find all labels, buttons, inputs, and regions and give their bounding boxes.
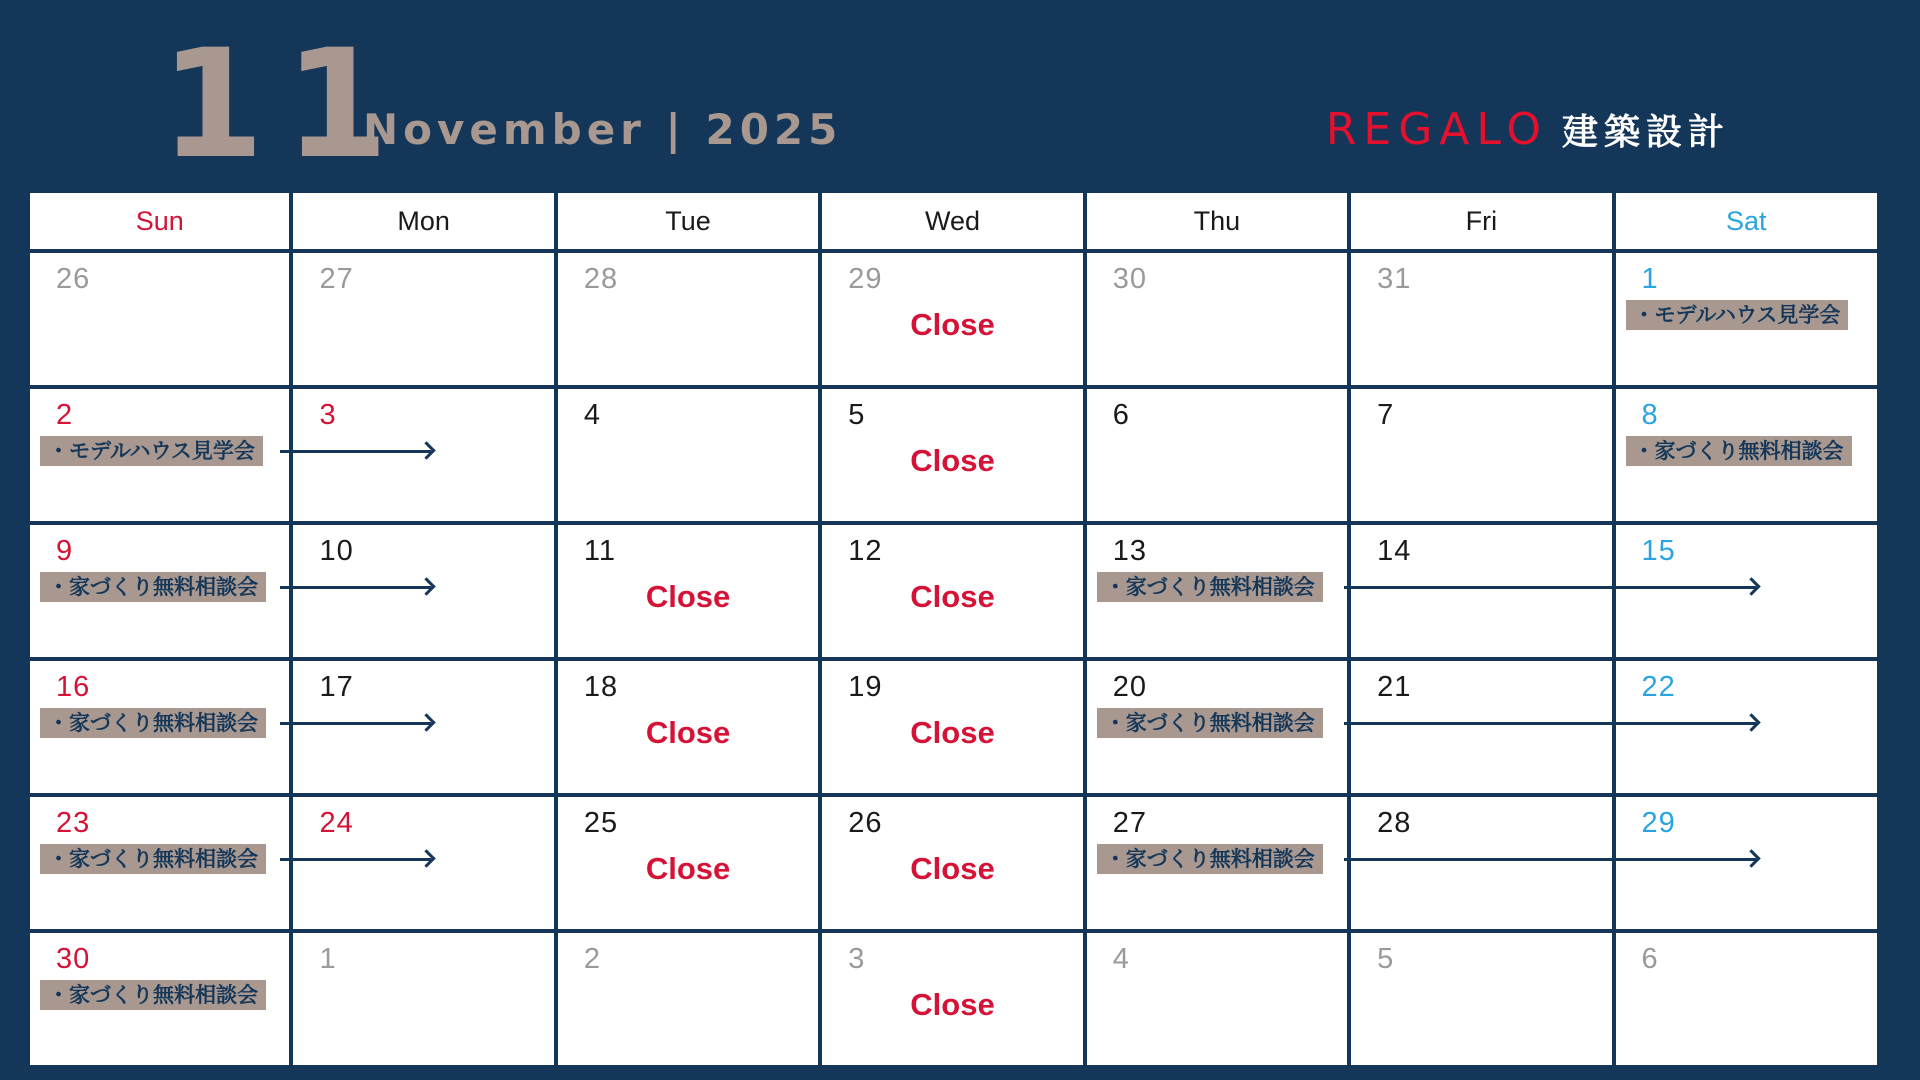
day-number: 25 [583, 807, 619, 839]
week-row [30, 661, 1877, 793]
close-label: Close [645, 851, 731, 886]
week-row [30, 797, 1877, 929]
day-number: 10 [319, 535, 354, 567]
week-row [30, 933, 1877, 1065]
continuation-arrow [1344, 858, 1756, 861]
day-number: 14 [1377, 535, 1412, 567]
close-label: Close [910, 307, 995, 342]
day-number: 20 [1112, 671, 1147, 703]
day-number: 5 [1377, 943, 1395, 975]
continuation-arrow [280, 450, 431, 453]
day-number: 6 [1112, 399, 1130, 431]
day-cell[interactable] [822, 389, 1082, 521]
day-cell[interactable] [1087, 797, 1347, 929]
event-label: ・家づくり無料相談会 [1626, 436, 1852, 466]
day-cell[interactable] [30, 797, 289, 929]
event-label: ・モデルハウス見学会 [40, 436, 263, 466]
event-label: ・家づくり無料相談会 [1097, 572, 1323, 602]
continuation-arrow [280, 858, 431, 861]
day-cell[interactable] [30, 933, 289, 1065]
brand-name: REGALO [1325, 104, 1548, 155]
day-cell[interactable] [1616, 389, 1877, 521]
day-number: 27 [1112, 807, 1147, 839]
day-number: 21 [1377, 671, 1412, 703]
weekday-mon: Mon [293, 193, 553, 249]
continuation-arrow [280, 586, 431, 589]
weekday-tue: Tue [558, 193, 818, 249]
day-cell[interactable] [558, 389, 818, 521]
continuation-arrow [280, 722, 431, 725]
day-cell[interactable] [558, 253, 818, 385]
continuation-arrow [1344, 586, 1756, 589]
weekday-sun: Sun [30, 193, 289, 249]
week-row [30, 525, 1877, 657]
calendar-weeks [30, 253, 1877, 1065]
day-number: 27 [319, 263, 354, 295]
day-cell[interactable] [822, 797, 1082, 929]
event-label: ・家づくり無料相談会 [40, 980, 266, 1010]
day-cell[interactable] [1087, 661, 1347, 793]
close-label: Close [645, 579, 731, 614]
weekday-thu: Thu [1087, 193, 1347, 249]
day-number: 1 [1641, 263, 1659, 295]
day-cell[interactable] [1351, 933, 1611, 1065]
day-cell[interactable] [822, 661, 1082, 793]
weekday-fri: Fri [1351, 193, 1611, 249]
close-label: Close [910, 715, 995, 750]
day-number: 19 [848, 671, 883, 703]
day-number: 3 [319, 399, 337, 431]
weekday-wed: Wed [822, 193, 1082, 249]
day-cell[interactable] [558, 933, 818, 1065]
close-label: Close [645, 715, 731, 750]
brand-name-jp: 建築設計 [1561, 112, 1730, 153]
day-number: 9 [56, 535, 74, 567]
close-label: Close [910, 987, 995, 1022]
day-number: 17 [319, 671, 354, 703]
day-number: 3 [848, 943, 866, 975]
week-row [30, 389, 1877, 521]
day-number: 1 [319, 943, 337, 975]
day-number: 15 [1641, 535, 1676, 567]
event-label: ・家づくり無料相談会 [40, 844, 266, 874]
day-number: 13 [1112, 535, 1147, 567]
day-number: 26 [848, 807, 883, 839]
day-cell[interactable] [293, 933, 553, 1065]
day-cell[interactable] [1087, 253, 1347, 385]
day-cell[interactable] [558, 525, 818, 657]
day-cell[interactable] [293, 253, 553, 385]
close-label: Close [910, 579, 995, 614]
week-row [30, 253, 1877, 385]
day-number: 11 [583, 535, 616, 567]
day-number: 29 [848, 263, 883, 295]
event-label: ・モデルハウス見学会 [1626, 300, 1849, 330]
day-number: 4 [583, 399, 601, 431]
day-number: 7 [1377, 399, 1395, 431]
day-cell[interactable] [822, 525, 1082, 657]
day-cell[interactable] [30, 525, 289, 657]
event-label: ・家づくり無料相談会 [1097, 708, 1323, 738]
day-cell[interactable] [30, 253, 289, 385]
day-number: 16 [56, 671, 91, 703]
day-cell[interactable] [1087, 933, 1347, 1065]
weekday-sat: Sat [1616, 193, 1877, 249]
day-number: 22 [1641, 671, 1676, 703]
day-cell[interactable] [30, 661, 289, 793]
day-number: 30 [1112, 263, 1147, 295]
day-number: 26 [56, 263, 91, 295]
day-cell[interactable] [30, 389, 289, 521]
day-number: 18 [583, 671, 619, 703]
day-number: 5 [848, 399, 866, 431]
brand-logo [1326, 104, 1730, 155]
event-label: ・家づくり無料相談会 [40, 708, 266, 738]
day-number: 31 [1377, 263, 1412, 295]
day-number: 23 [56, 807, 91, 839]
day-number: 2 [56, 399, 74, 431]
day-cell[interactable] [558, 797, 818, 929]
day-number: 24 [319, 807, 354, 839]
day-cell[interactable] [1351, 525, 1611, 657]
day-cell[interactable] [1087, 389, 1347, 521]
day-number: 28 [583, 263, 619, 295]
day-cell[interactable] [558, 661, 818, 793]
day-number: 12 [848, 535, 883, 567]
day-number: 4 [1112, 943, 1130, 975]
day-cell[interactable] [1087, 525, 1347, 657]
day-number: 2 [583, 943, 601, 975]
day-cell[interactable] [1616, 253, 1877, 385]
event-label: ・家づくり無料相談会 [40, 572, 266, 602]
day-number: 6 [1641, 943, 1659, 975]
day-cell[interactable] [1351, 661, 1611, 793]
month-number: 11 [160, 18, 409, 192]
day-cell[interactable] [1351, 389, 1611, 521]
day-cell[interactable] [822, 933, 1082, 1065]
month-year-label: November | 2025 [363, 105, 843, 154]
day-number: 29 [1641, 807, 1676, 839]
close-label: Close [910, 443, 995, 478]
day-number: 30 [56, 943, 91, 975]
day-cell[interactable] [1616, 933, 1877, 1065]
day-cell[interactable] [1351, 253, 1611, 385]
day-number: 28 [1377, 807, 1412, 839]
day-number: 8 [1641, 399, 1659, 431]
calendar-grid [30, 193, 1877, 1063]
day-cell[interactable] [822, 253, 1082, 385]
event-label: ・家づくり無料相談会 [1097, 844, 1323, 874]
day-cell[interactable] [1351, 797, 1611, 929]
continuation-arrow [1344, 722, 1756, 725]
weekday-header-row [30, 193, 1877, 249]
close-label: Close [910, 851, 995, 886]
